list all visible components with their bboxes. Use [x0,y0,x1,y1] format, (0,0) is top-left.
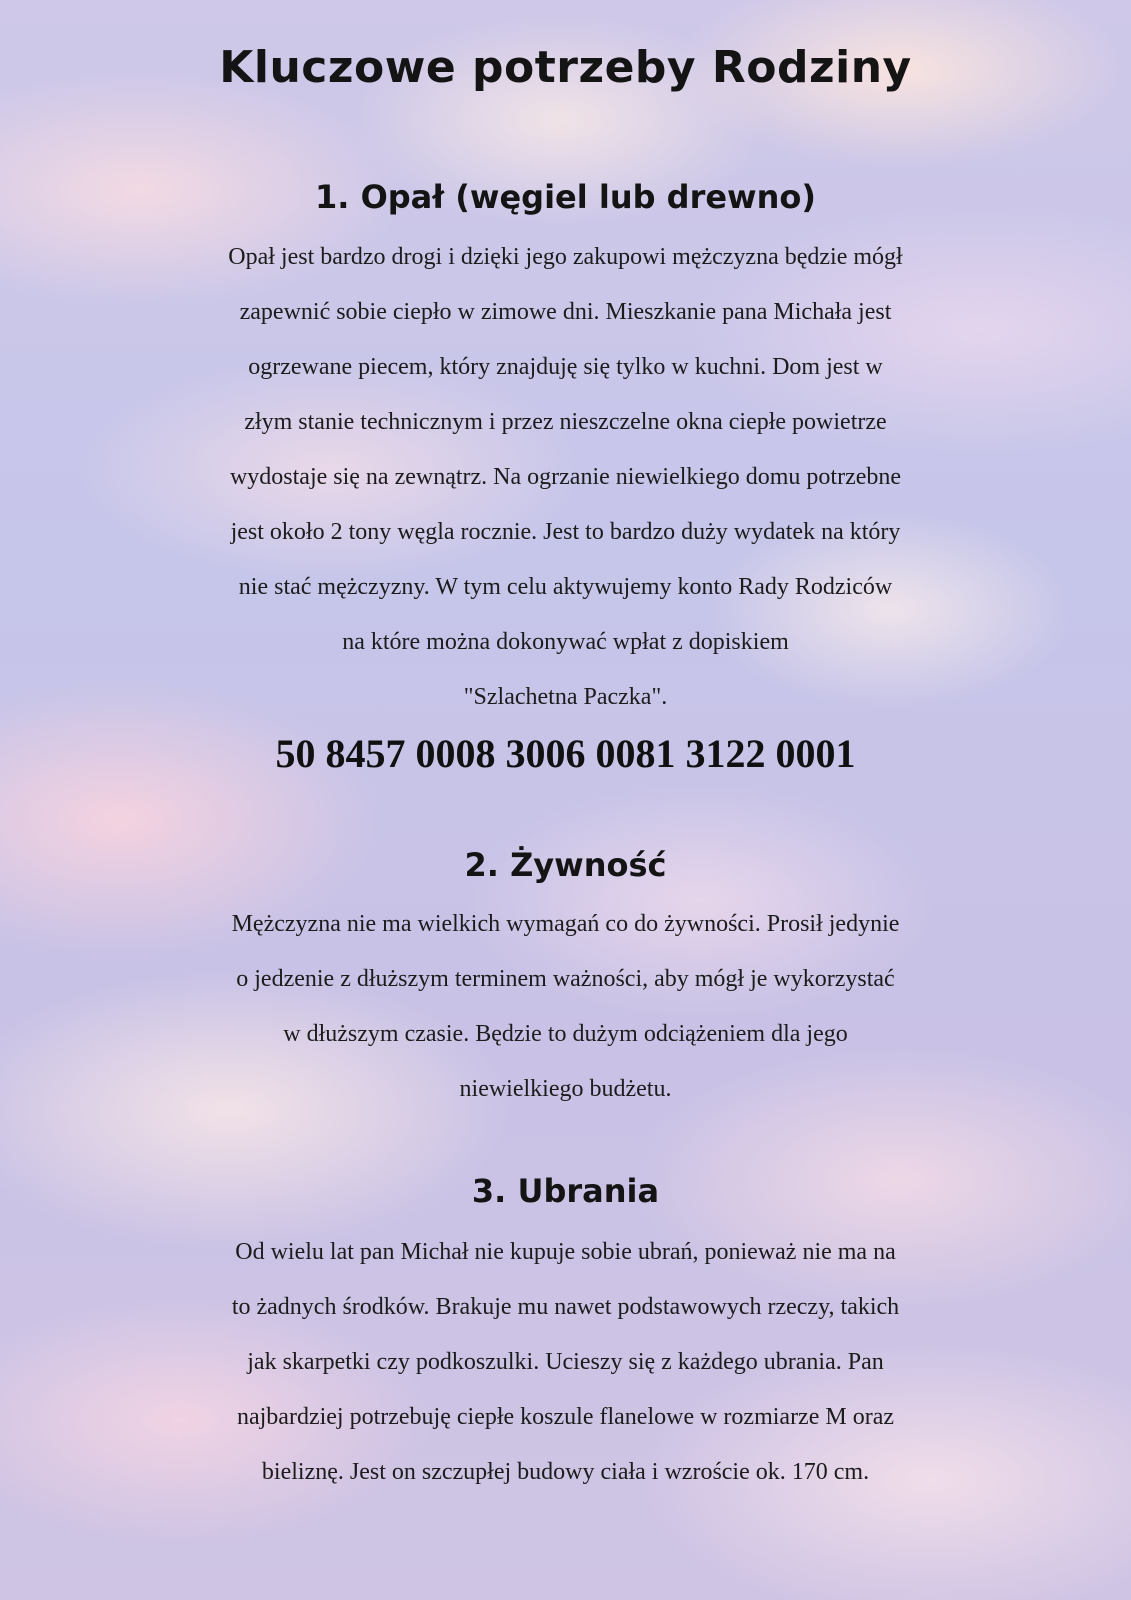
body-line: na które można dokonywać wpłat z dopiskiem [342,629,789,655]
section-body-fuel [0,230,1131,725]
body-line: w dłuższym czasie. Będzie to dużym odciążeniem dla jego [283,1021,848,1047]
page-title: Kluczowe potrzeby Rodziny [219,42,912,93]
body-line: "Szlachetna Paczka". [463,684,668,710]
body-line: najbardziej potrzebuję ciepłe koszule flanelowe w rozmiarze M oraz [236,1404,894,1430]
body-line: zapewnić sobie ciepło w zimowe dni. Mieszkanie pana Michała jest [239,299,892,325]
body-line: o jedzenie z dłuższym terminem ważności, aby mógł je wykorzystać [236,966,895,992]
section-heading-food: 2. Żywność [464,846,667,884]
body-line: nie stać mężczyzny. W tym celu aktywujemy konto Rady Rodziców [238,574,893,600]
section-heading-clothes: 3. Ubrania [471,1172,660,1210]
section-heading-fuel: 1. Opał (węgiel lub drewno) [315,178,816,216]
body-line: bieliznę. Jest on szczupłej budowy ciała i wzroście ok. 170 cm. [261,1459,870,1485]
bank-account-number: 50 8457 0008 3006 0081 3122 0001 [275,731,856,776]
body-line: jest około 2 tony węgla rocznie. Jest to bardzo duży wydatek na który [230,519,901,545]
body-line: niewielkiego budżetu. [459,1076,672,1102]
section-body-food [0,897,1131,1117]
body-line: Od wielu lat pan Michał nie kupuje sobie ubrań, ponieważ nie ma na [235,1239,896,1265]
body-line: wydostaje się na zewnątrz. Na ogrzanie niewielkiego domu potrzebne [229,464,902,490]
body-line: ogrzewane piecem, który znajduję się tylko w kuchni. Dom jest w [248,354,883,380]
body-line: jak skarpetki czy podkoszulki. Ucieszy się z każdego ubrania. Pan [247,1349,884,1375]
section-body-clothes [0,1225,1131,1500]
body-line: to żadnych środków. Brakuje mu nawet podstawowych rzeczy, takich [231,1294,900,1320]
body-line: Opał jest bardzo drogi i dzięki jego zakupowi mężczyzna będzie mógł [228,244,903,270]
body-line: złym stanie technicznym i przez nieszczelne okna ciepłe powietrze [244,409,887,435]
body-line: Mężczyzna nie ma wielkich wymagań co do żywności. Prosił jedynie [231,911,900,937]
